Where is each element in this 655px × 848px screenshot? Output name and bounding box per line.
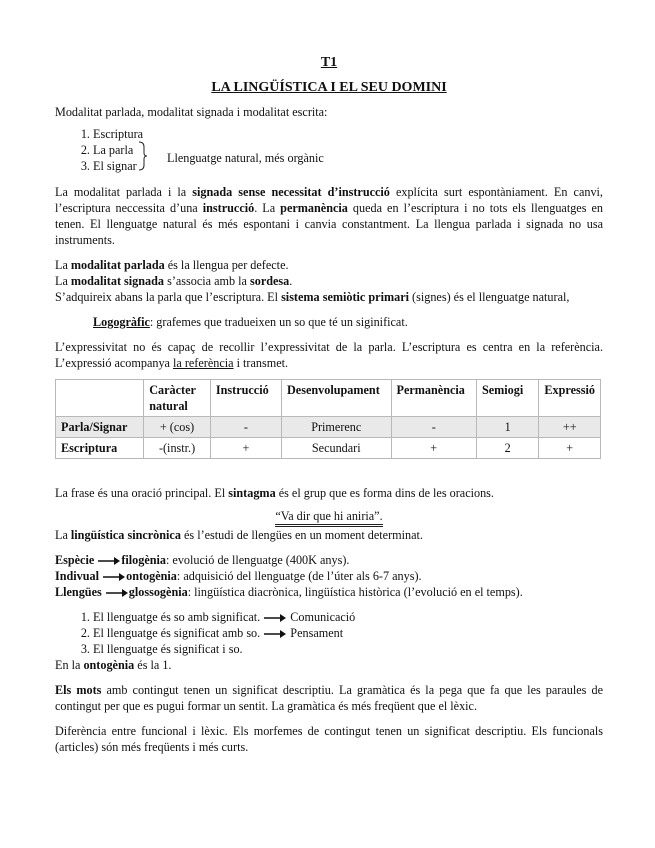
arrow-right-icon [264,614,286,622]
right-brace-icon [138,141,148,171]
topic-code: T1 [320,55,338,70]
example-quote: “Va dir que hi aniria”. [55,508,603,524]
page-title: LA LINGÜÍSTICA I EL SEU DOMINI [211,80,447,95]
list-item: 1. El llenguatge és so amb significat. Comunicació [93,609,603,625]
column-header: Desenvolupament [282,380,392,417]
comparison-table [55,379,601,459]
genesis-list [55,552,603,600]
list-item: 2. La parla [93,142,143,158]
brace-label: Llenguatge natural, més orgànic [167,151,324,165]
arrow-right-icon [106,589,128,597]
list-item: Espècie filogènia: evolució de llenguatge (400K anys). [55,553,350,567]
column-header: Permanència [391,380,476,417]
column-header: Instrucció [210,380,281,417]
paragraph-expressivity: L’expressivitat no és capaç de recollir l’expressivitat de la parla. L’escriptura es centra en la referència. L’expressió acompanya la referència i transmet. [55,340,603,370]
table-row: Escriptura -(instr.) + Secundari + 2 + [56,438,601,459]
column-header: Expressió [539,380,601,417]
paragraph-ontogenia: En la ontogènia és la 1. [55,658,172,672]
list-item: 1. Escriptura [93,126,143,142]
list-item: Llengües glossogènia: lingüística diacrònica, lingüística històrica (l’evolució en el temps). [55,585,523,599]
list-item: Indivual ontogènia: adquisició del llenguatge (de l’úter als 6-7 anys). [55,569,422,583]
arrow-right-icon [103,573,125,581]
paragraph-sintagma: La frase és una oració principal. El sintagma és el grup que es forma dins de les oracions. [55,486,494,500]
paragraph-mots: Els mots amb contingut tenen un significat descriptiu. La gramàtica és la pega que fa que les paraules de contingut per que es pugui formar un sentit. La gramàtica és més freqüent que el lèxic. [55,683,603,713]
list-item: 2. El llenguatge és significat amb so. Pensament [93,625,603,641]
logografic-definition: Logogràfic: grafemes que tradueixen un so que té un siginificat. [93,315,408,329]
arrow-right-icon [98,557,120,565]
paragraph-synchronic: La lingüística sincrònica és l’estudi de llengües en un moment determinat. [55,528,423,542]
list-item: 3. El signar [93,158,143,174]
column-header: Caràcter natural [144,380,211,417]
modality-list [55,126,603,174]
document-page [55,55,603,755]
list-item: 3. El llenguatge és significat i so. [93,641,603,657]
paragraph-modalities: La modalitat parlada i la signada sense necessitat d’instrucció explícita surt espontàniament. En canvi, l’escriptura neccessita d’una instrucció. La permanència queda en l’escriptura i no tots els llenguatges en tenen. El llenguatge natural és més espontani i canvia constantment. La llengua parlada i signada no usa instruments. [55,185,604,247]
table-row: Parla/Signar + (cos) - Primerenc - 1 ++ [56,417,601,438]
intro-line: Modalitat parlada, modalitat signada i modalitat escrita: [55,105,328,119]
paragraph-functional-lexical: Diferència entre funcional i lèxic. Els morfemes de contingut tenen un significat descriptiu. Els funcionals (articles) són més freqüents i més curts. [55,724,603,754]
table-header-row [56,380,601,417]
arrow-right-icon [264,630,286,638]
paragraph-default-modality: La modalitat parlada és la llengua per defecte. La modalitat signada s’associa amb la sordesa. S’adquireix abans la parla que l’escriptura. El sistema semiòtic primari (signes) és el llenguatge natural, [55,258,570,304]
language-definitions-list [55,609,603,657]
column-header: Semiogi [476,380,538,417]
